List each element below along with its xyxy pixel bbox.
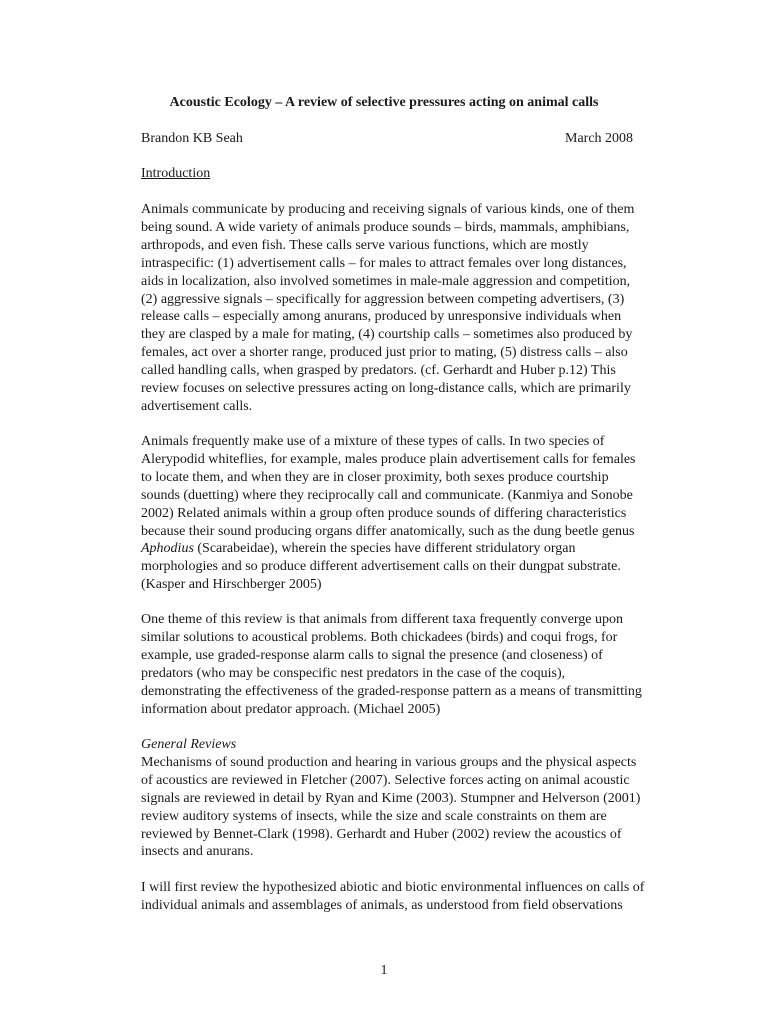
text-line: advertisement calls. <box>141 398 253 414</box>
text-line: demonstrating the effectiveness of the graded-response pattern as a means of transmitting <box>141 683 642 699</box>
text-line: I will first review the hypothesized abiotic and biotic environmental influences on calls of <box>141 880 645 895</box>
text-line: arthropods, and even fish. These calls serve various functions, which are mostly <box>141 237 589 253</box>
author-name: Brandon KB Seah <box>141 131 243 146</box>
text-line: intraspecific: (1) advertisement calls – for males to attract females over long distances, <box>141 255 627 271</box>
text-line: aids in localization, also involved sometimes in male-male aggression and competition, <box>141 273 631 289</box>
genus-name: Aphodius <box>141 541 194 557</box>
text-line: being sound. A wide variety of animals produce sounds – birds, mammals, amphibians, <box>141 219 630 235</box>
text-line: Mechanisms of sound production and hearing in various groups and the physical aspects <box>141 754 637 770</box>
text-line: review auditory systems of insects, while the size and scale constraints on them are <box>141 808 607 824</box>
text-line: One theme of this review is that animals from different taxa frequently converge upon <box>141 612 623 627</box>
subheading-general-reviews: General Reviews <box>141 737 237 752</box>
text-line: Animals frequently make use of a mixture of these types of calls. In two species of <box>141 434 605 449</box>
text-line <box>141 540 641 558</box>
text-line: (2) aggressive signals – specifically for aggression between competing advertisers, (3) <box>141 291 625 307</box>
paragraph-5 <box>141 879 645 915</box>
text-line: morphologies and so produce different advertisement calls on their dungpat substrate. <box>141 559 621 575</box>
text-line: females, act over a shorter range, produced just prior to mating, (5) distress calls – also <box>141 345 628 361</box>
text-line: sounds (duetting) where they reciprocally call and communicate. (Kanmiya and Sonobe <box>141 487 633 503</box>
text-line: signals are reviewed in detail by Ryan and Kime (2003). Stumpner and Helverson (2001) <box>141 790 641 806</box>
text-line: to locate them, and when they are in closer proximity, both sexes produce courtship <box>141 469 609 485</box>
text-line: 2002) Related animals within a group often produce sounds of differing characteristics <box>141 505 627 521</box>
text-line: similar solutions to acoustical problems. Both chickadees (birds) and coqui frogs, for <box>141 629 618 645</box>
text-line-rest: (Scarabeidae), wherein the species have different stridulatory organ <box>193 541 576 557</box>
text-line: Animals communicate by producing and receiving signals of various kinds, one of them <box>141 202 635 217</box>
general-reviews-section <box>141 736 641 861</box>
text-line: information about predator approach. (Michael 2005) <box>141 701 441 717</box>
text-line: Alerypodid whiteflies, for example, males produce plain advertisement calls for females <box>141 451 636 467</box>
section-heading-introduction: Introduction <box>141 166 211 181</box>
text-line: of acoustics are reviewed in Fletcher (2007). Selective forces acting on animal acoustic <box>141 772 630 788</box>
document-date: March 2008 <box>565 131 634 146</box>
text-line: because their sound producing organs differ anatomically, such as the dung beetle genus <box>141 523 635 539</box>
document-title: Acoustic Ecology – A review of selective pressures acting on animal calls <box>169 95 599 110</box>
text-line: called handling calls, when grasped by predators. (cf. Gerhardt and Huber p.12) This <box>141 363 616 379</box>
paragraph-1 <box>141 201 641 416</box>
text-line: predators (who may be conspecific nest predators in the case of the coquis), <box>141 665 566 681</box>
text-line: example, use graded-response alarm calls to signal the presence (and closeness) of <box>141 647 603 663</box>
text-line: release calls – especially among anurans, produced by unresponsive individuals when <box>141 309 622 325</box>
paragraph-3 <box>141 611 641 718</box>
paragraph-2 <box>141 433 641 594</box>
text-line: reviewed by Bennet-Clark (1998). Gerhardt and Huber (2002) review the acoustics of <box>141 826 622 842</box>
text-line: they are clasped by a male for mating, (4) courtship calls – sometimes also produced by <box>141 327 633 343</box>
text-line: (Kasper and Hirschberger 2005) <box>141 577 322 593</box>
text-line: insects and anurans. <box>141 844 254 860</box>
text-line: review focuses on selective pressures acting on long-distance calls, which are primarily <box>141 381 631 397</box>
text-line: individual animals and assemblages of animals, as understood from field observations <box>141 897 623 913</box>
page-number: 1 <box>380 963 388 978</box>
